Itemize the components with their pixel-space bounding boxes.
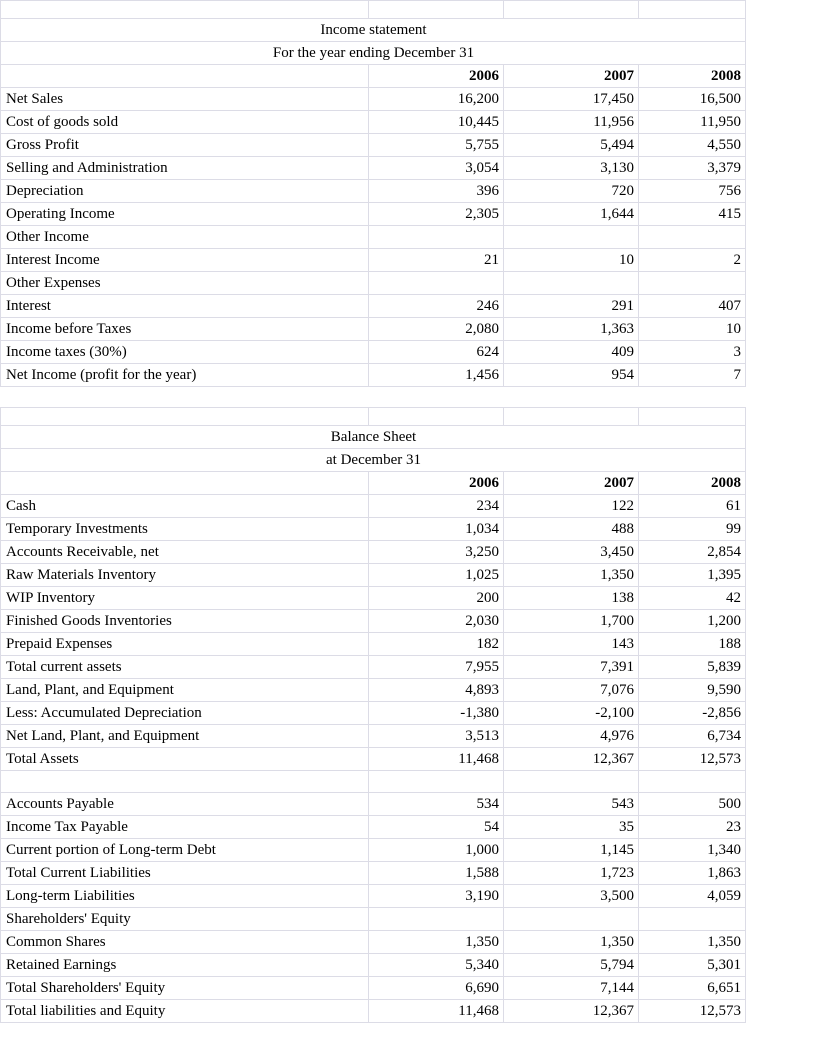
cell-2008 bbox=[639, 226, 746, 249]
cell-2007: 488 bbox=[504, 518, 639, 541]
cell-2006: 1,588 bbox=[369, 862, 504, 885]
cell-2007: 409 bbox=[504, 341, 639, 364]
cell-2008: 2 bbox=[639, 249, 746, 272]
income-statement-table bbox=[0, 0, 746, 387]
cell-2008: 500 bbox=[639, 793, 746, 816]
column-header-2007: 2007 bbox=[504, 472, 639, 495]
table-row bbox=[1, 931, 746, 954]
row-label: Gross Profit bbox=[1, 134, 369, 157]
row-label: Income Tax Payable bbox=[1, 816, 369, 839]
balance-sheet-subtitle: at December 31 bbox=[1, 449, 746, 472]
cell-2008: 2,854 bbox=[639, 541, 746, 564]
table-row bbox=[1, 203, 746, 226]
cell-2006: 5,340 bbox=[369, 954, 504, 977]
cell-2008: 11,950 bbox=[639, 111, 746, 134]
cell-2007: 3,500 bbox=[504, 885, 639, 908]
top-cell-label bbox=[1, 1, 369, 19]
row-label: Accounts Receivable, net bbox=[1, 541, 369, 564]
cell-2007: 1,700 bbox=[504, 610, 639, 633]
cell-2007: 720 bbox=[504, 180, 639, 203]
table-row bbox=[1, 862, 746, 885]
cell-2007: 143 bbox=[504, 633, 639, 656]
column-header-2008: 2008 bbox=[639, 472, 746, 495]
top-cell-y3 bbox=[639, 1, 746, 19]
cell-2006 bbox=[369, 771, 504, 793]
cell-2006: 11,468 bbox=[369, 748, 504, 771]
table-row bbox=[1, 748, 746, 771]
cell-2006: 534 bbox=[369, 793, 504, 816]
income-statement-header-row bbox=[1, 65, 746, 88]
column-header-2008: 2008 bbox=[639, 65, 746, 88]
column-header-blank bbox=[1, 472, 369, 495]
cell-2008: 12,573 bbox=[639, 748, 746, 771]
balance-sheet-table bbox=[0, 407, 746, 1023]
balance-sheet-title-row bbox=[1, 426, 746, 449]
row-label: Shareholders' Equity bbox=[1, 908, 369, 931]
row-label: Net Land, Plant, and Equipment bbox=[1, 725, 369, 748]
column-header-blank bbox=[1, 65, 369, 88]
cell-2007: -2,100 bbox=[504, 702, 639, 725]
cell-2007: 1,350 bbox=[504, 564, 639, 587]
row-label: Common Shares bbox=[1, 931, 369, 954]
cell-2007: 954 bbox=[504, 364, 639, 387]
cell-2006: 624 bbox=[369, 341, 504, 364]
cell-2008: 1,340 bbox=[639, 839, 746, 862]
cell-2007: 1,644 bbox=[504, 203, 639, 226]
top-cell-label bbox=[1, 408, 369, 426]
cell-2007: 35 bbox=[504, 816, 639, 839]
cell-2006: 54 bbox=[369, 816, 504, 839]
cell-2008 bbox=[639, 771, 746, 793]
row-label: Current portion of Long-term Debt bbox=[1, 839, 369, 862]
table-row bbox=[1, 908, 746, 931]
row-label: Total current assets bbox=[1, 656, 369, 679]
cell-2006: 5,755 bbox=[369, 134, 504, 157]
income-statement-subtitle: For the year ending December 31 bbox=[1, 42, 746, 65]
row-label: Selling and Administration bbox=[1, 157, 369, 180]
row-label: Interest bbox=[1, 295, 369, 318]
cell-2008: 12,573 bbox=[639, 1000, 746, 1023]
cell-2006: 7,955 bbox=[369, 656, 504, 679]
table-row bbox=[1, 111, 746, 134]
cell-2007: 3,130 bbox=[504, 157, 639, 180]
cell-2007: 1,723 bbox=[504, 862, 639, 885]
row-label: Raw Materials Inventory bbox=[1, 564, 369, 587]
table-row bbox=[1, 564, 746, 587]
balance-sheet-body bbox=[1, 408, 746, 1023]
cell-2006 bbox=[369, 272, 504, 295]
table-top-row bbox=[1, 408, 746, 426]
cell-2007 bbox=[504, 226, 639, 249]
table-row bbox=[1, 295, 746, 318]
cell-2006: 396 bbox=[369, 180, 504, 203]
row-label: Net Income (profit for the year) bbox=[1, 364, 369, 387]
balance-sheet-title: Balance Sheet bbox=[1, 426, 746, 449]
cell-2008: 23 bbox=[639, 816, 746, 839]
table-row bbox=[1, 954, 746, 977]
cell-2007: 1,363 bbox=[504, 318, 639, 341]
row-label: Finished Goods Inventories bbox=[1, 610, 369, 633]
table-row bbox=[1, 341, 746, 364]
cell-2007: 291 bbox=[504, 295, 639, 318]
row-label: Interest Income bbox=[1, 249, 369, 272]
cell-2008: 16,500 bbox=[639, 88, 746, 111]
row-label: Less: Accumulated Depreciation bbox=[1, 702, 369, 725]
column-header-2006: 2006 bbox=[369, 472, 504, 495]
cell-2008: 1,350 bbox=[639, 931, 746, 954]
table-row bbox=[1, 495, 746, 518]
cell-2006: 234 bbox=[369, 495, 504, 518]
table-top-row bbox=[1, 1, 746, 19]
table-row bbox=[1, 88, 746, 111]
cell-2006: 3,513 bbox=[369, 725, 504, 748]
cell-2008: 61 bbox=[639, 495, 746, 518]
table-row bbox=[1, 1000, 746, 1023]
row-label: Accounts Payable bbox=[1, 793, 369, 816]
cell-2008: 3 bbox=[639, 341, 746, 364]
cell-2007: 5,494 bbox=[504, 134, 639, 157]
table-row bbox=[1, 977, 746, 1000]
row-label: WIP Inventory bbox=[1, 587, 369, 610]
table-row bbox=[1, 134, 746, 157]
cell-2006: 2,030 bbox=[369, 610, 504, 633]
cell-2007: 12,367 bbox=[504, 748, 639, 771]
row-label: Cost of goods sold bbox=[1, 111, 369, 134]
top-cell-y2 bbox=[504, 1, 639, 19]
cell-2007: 5,794 bbox=[504, 954, 639, 977]
cell-2006: 2,305 bbox=[369, 203, 504, 226]
cell-2006: 1,456 bbox=[369, 364, 504, 387]
row-label: Total Assets bbox=[1, 748, 369, 771]
cell-2006: 2,080 bbox=[369, 318, 504, 341]
cell-2008: 188 bbox=[639, 633, 746, 656]
top-cell-y1 bbox=[369, 408, 504, 426]
income-statement-body bbox=[1, 1, 746, 387]
row-label: Total Shareholders' Equity bbox=[1, 977, 369, 1000]
row-label: Other Income bbox=[1, 226, 369, 249]
cell-2008: 407 bbox=[639, 295, 746, 318]
cell-2008: 99 bbox=[639, 518, 746, 541]
cell-2007: 3,450 bbox=[504, 541, 639, 564]
cell-2006: 1,025 bbox=[369, 564, 504, 587]
table-row bbox=[1, 656, 746, 679]
row-label: Income before Taxes bbox=[1, 318, 369, 341]
row-label: Prepaid Expenses bbox=[1, 633, 369, 656]
cell-2007: 17,450 bbox=[504, 88, 639, 111]
cell-2007: 1,350 bbox=[504, 931, 639, 954]
table-row bbox=[1, 157, 746, 180]
cell-2008: 4,059 bbox=[639, 885, 746, 908]
row-label: Cash bbox=[1, 495, 369, 518]
table-separator-gap bbox=[0, 387, 828, 407]
table-row bbox=[1, 272, 746, 295]
cell-2006: -1,380 bbox=[369, 702, 504, 725]
cell-2006: 1,034 bbox=[369, 518, 504, 541]
table-row bbox=[1, 541, 746, 564]
income-statement-title: Income statement bbox=[1, 19, 746, 42]
income-statement-title-row bbox=[1, 19, 746, 42]
balance-sheet-header-row bbox=[1, 472, 746, 495]
cell-2008: 1,395 bbox=[639, 564, 746, 587]
cell-2008: 10 bbox=[639, 318, 746, 341]
cell-2006: 3,250 bbox=[369, 541, 504, 564]
cell-2008: 42 bbox=[639, 587, 746, 610]
cell-2006: 10,445 bbox=[369, 111, 504, 134]
cell-2007: 7,144 bbox=[504, 977, 639, 1000]
cell-2008: 6,734 bbox=[639, 725, 746, 748]
cell-2006: 6,690 bbox=[369, 977, 504, 1000]
row-label: Net Sales bbox=[1, 88, 369, 111]
cell-2008: 5,839 bbox=[639, 656, 746, 679]
balance-sheet-subtitle-row bbox=[1, 449, 746, 472]
cell-2007: 10 bbox=[504, 249, 639, 272]
cell-2007: 7,391 bbox=[504, 656, 639, 679]
row-label: Total Current Liabilities bbox=[1, 862, 369, 885]
row-label bbox=[1, 771, 369, 793]
cell-2006: 200 bbox=[369, 587, 504, 610]
top-cell-y2 bbox=[504, 408, 639, 426]
cell-2006 bbox=[369, 226, 504, 249]
row-label: Retained Earnings bbox=[1, 954, 369, 977]
table-row bbox=[1, 318, 746, 341]
cell-2006: 4,893 bbox=[369, 679, 504, 702]
cell-2008 bbox=[639, 908, 746, 931]
table-row bbox=[1, 839, 746, 862]
table-row bbox=[1, 702, 746, 725]
column-header-2007: 2007 bbox=[504, 65, 639, 88]
table-row bbox=[1, 679, 746, 702]
cell-2007 bbox=[504, 908, 639, 931]
cell-2006: 1,000 bbox=[369, 839, 504, 862]
table-row bbox=[1, 725, 746, 748]
cell-2007: 543 bbox=[504, 793, 639, 816]
cell-2007: 11,956 bbox=[504, 111, 639, 134]
cell-2007: 1,145 bbox=[504, 839, 639, 862]
table-row bbox=[1, 249, 746, 272]
row-label: Total liabilities and Equity bbox=[1, 1000, 369, 1023]
cell-2008: 3,379 bbox=[639, 157, 746, 180]
cell-2006 bbox=[369, 908, 504, 931]
row-label: Temporary Investments bbox=[1, 518, 369, 541]
row-label: Other Expenses bbox=[1, 272, 369, 295]
cell-2006: 21 bbox=[369, 249, 504, 272]
cell-2007 bbox=[504, 771, 639, 793]
cell-2008: 1,200 bbox=[639, 610, 746, 633]
column-header-2006: 2006 bbox=[369, 65, 504, 88]
table-row bbox=[1, 364, 746, 387]
cell-2008: 7 bbox=[639, 364, 746, 387]
cell-2007: 138 bbox=[504, 587, 639, 610]
table-row bbox=[1, 180, 746, 203]
cell-2007: 7,076 bbox=[504, 679, 639, 702]
row-label: Land, Plant, and Equipment bbox=[1, 679, 369, 702]
cell-2006: 11,468 bbox=[369, 1000, 504, 1023]
top-cell-y3 bbox=[639, 408, 746, 426]
cell-2008: 5,301 bbox=[639, 954, 746, 977]
table-row bbox=[1, 226, 746, 249]
cell-2006: 182 bbox=[369, 633, 504, 656]
income-statement-subtitle-row bbox=[1, 42, 746, 65]
cell-2007: 122 bbox=[504, 495, 639, 518]
table-row bbox=[1, 518, 746, 541]
cell-2008: 756 bbox=[639, 180, 746, 203]
cell-2007: 4,976 bbox=[504, 725, 639, 748]
cell-2006: 1,350 bbox=[369, 931, 504, 954]
cell-2008: -2,856 bbox=[639, 702, 746, 725]
cell-2006: 16,200 bbox=[369, 88, 504, 111]
cell-2008: 6,651 bbox=[639, 977, 746, 1000]
table-row bbox=[1, 793, 746, 816]
row-label: Operating Income bbox=[1, 203, 369, 226]
spacer-row bbox=[1, 771, 746, 793]
table-row bbox=[1, 587, 746, 610]
cell-2008: 1,863 bbox=[639, 862, 746, 885]
row-label: Long-term Liabilities bbox=[1, 885, 369, 908]
row-label: Depreciation bbox=[1, 180, 369, 203]
cell-2007: 12,367 bbox=[504, 1000, 639, 1023]
table-row bbox=[1, 633, 746, 656]
cell-2007 bbox=[504, 272, 639, 295]
cell-2006: 246 bbox=[369, 295, 504, 318]
row-label: Income taxes (30%) bbox=[1, 341, 369, 364]
cell-2008: 415 bbox=[639, 203, 746, 226]
table-row bbox=[1, 610, 746, 633]
cell-2006: 3,190 bbox=[369, 885, 504, 908]
table-row bbox=[1, 816, 746, 839]
cell-2006: 3,054 bbox=[369, 157, 504, 180]
cell-2008: 9,590 bbox=[639, 679, 746, 702]
top-cell-y1 bbox=[369, 1, 504, 19]
cell-2008: 4,550 bbox=[639, 134, 746, 157]
table-row bbox=[1, 885, 746, 908]
cell-2008 bbox=[639, 272, 746, 295]
